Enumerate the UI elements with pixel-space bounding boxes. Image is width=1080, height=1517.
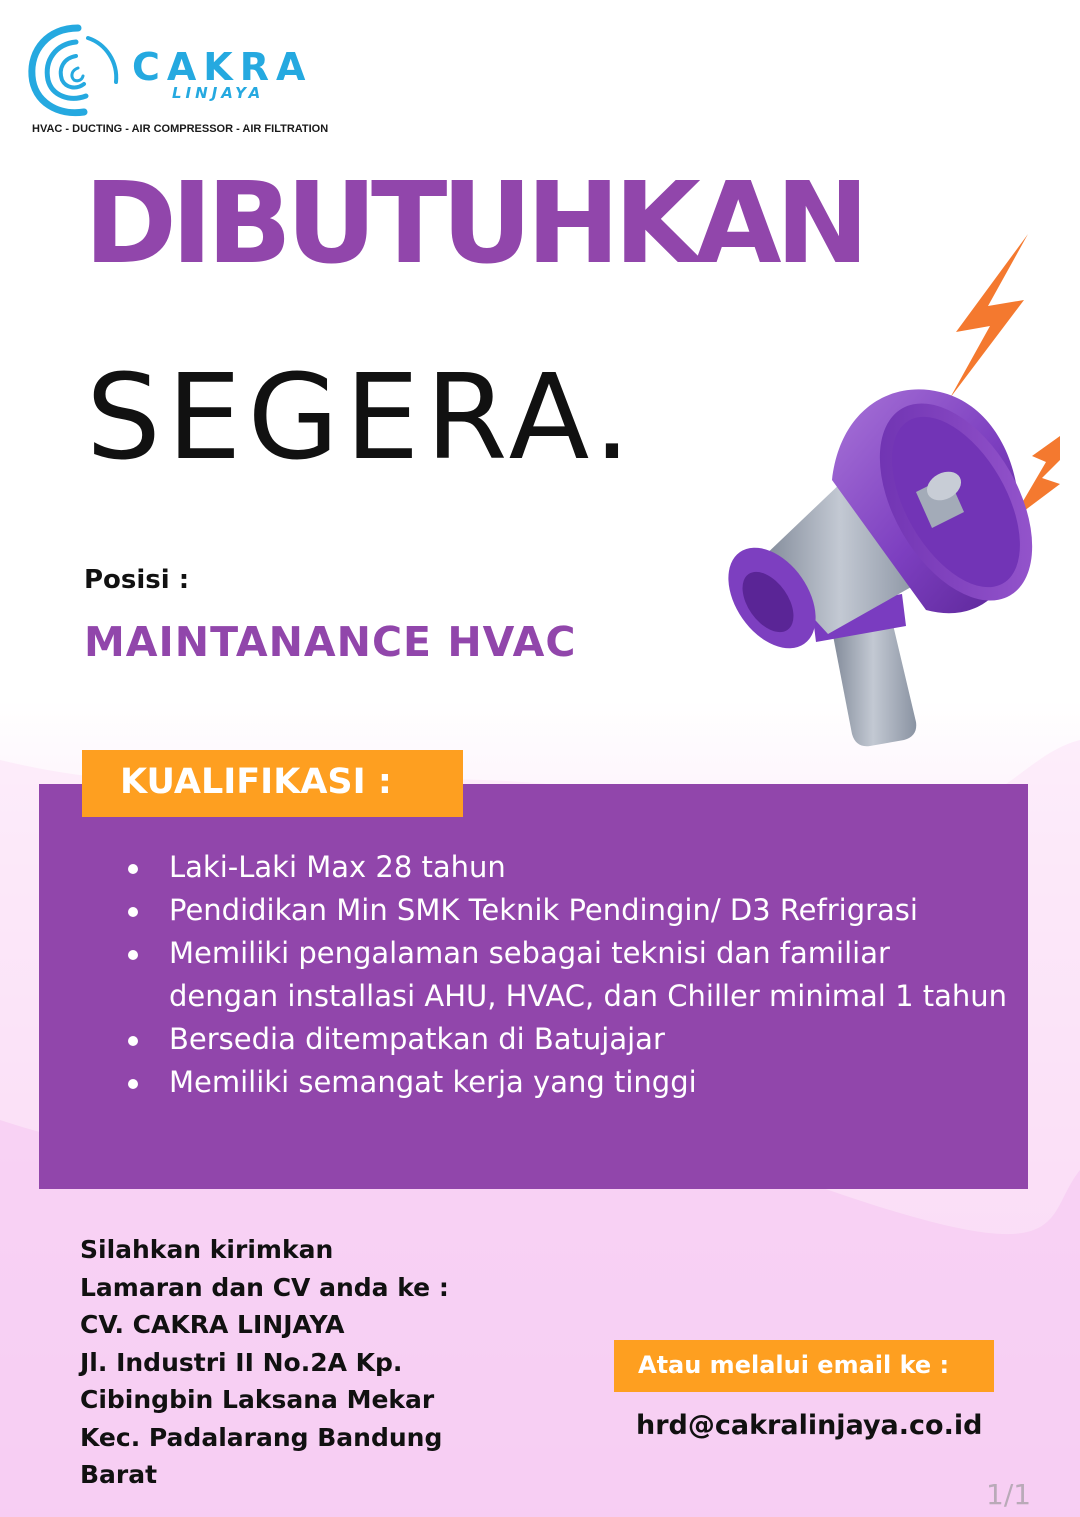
list-item — [128, 932, 1008, 1018]
list-item — [128, 1061, 1008, 1104]
bullet-icon — [128, 1036, 138, 1046]
list-item — [128, 1018, 1008, 1061]
contact-line: Lamaran dan CV anda ke : — [80, 1272, 449, 1302]
bullet-icon — [128, 1079, 138, 1089]
bullet-icon — [128, 907, 138, 917]
qualifications-heading: KUALIFIKASI : — [120, 762, 392, 802]
bullet-icon — [128, 864, 138, 874]
megaphone-icon — [720, 230, 1060, 760]
headline-segera: SEGERA. — [86, 348, 637, 486]
email-label: Atau melalui email ke : — [638, 1351, 950, 1379]
company-logo — [26, 22, 329, 135]
qualification-text: Memiliki semangat kerja yang tinggi — [169, 1065, 697, 1099]
email-address[interactable]: hrd@cakralinjaya.co.id — [636, 1410, 983, 1441]
contact-line: Kec. Padalarang Bandung — [80, 1422, 443, 1452]
contact-line: Silahkan kirimkan — [80, 1235, 334, 1264]
contact-line: CV. CAKRA LINJAYA — [80, 1310, 345, 1339]
qualifications-list — [128, 846, 1008, 1104]
logo-swirl-icon — [26, 22, 126, 120]
position-label: Posisi : — [84, 565, 190, 595]
bullet-icon — [128, 950, 138, 960]
logo-name: CAKRA — [132, 45, 313, 89]
lightning-bolt-top — [950, 234, 1028, 398]
logo-tagline: HVAC - DUCTING - AIR COMPRESSOR - AIR FILTRATION — [32, 123, 329, 135]
contact-line: Barat — [80, 1460, 158, 1489]
contact-line: Jl. Industri II No.2A Kp. — [80, 1347, 403, 1377]
qualification-text: Laki-Laki Max 28 tahun — [169, 850, 506, 884]
contact-line: Cibingbin Laksana Mekar — [80, 1385, 435, 1414]
contact-address — [80, 1231, 500, 1494]
position-title: MAINTANANCE HVAC — [84, 618, 577, 666]
logo-sub: LINJAYA — [172, 84, 265, 102]
email-label-tag — [614, 1340, 994, 1392]
headline-dibutuhkan: DIBUTUHKAN — [84, 159, 864, 289]
qualification-text: Memiliki pengalaman sebagai teknisi dan familiar dengan installasi AHU, HVAC, dan Chiller minimal 1 tahun — [169, 936, 1008, 1013]
qualification-text: Pendidikan Min SMK Teknik Pendingin/ D3 Refrigrasi — [169, 893, 918, 927]
qualifications-heading-tag — [82, 750, 463, 817]
page-indicator: 1/1 — [986, 1478, 1032, 1511]
list-item — [128, 889, 1008, 932]
qualification-text: Bersedia ditempatkan di Batujajar — [169, 1022, 665, 1056]
list-item — [128, 846, 1008, 889]
